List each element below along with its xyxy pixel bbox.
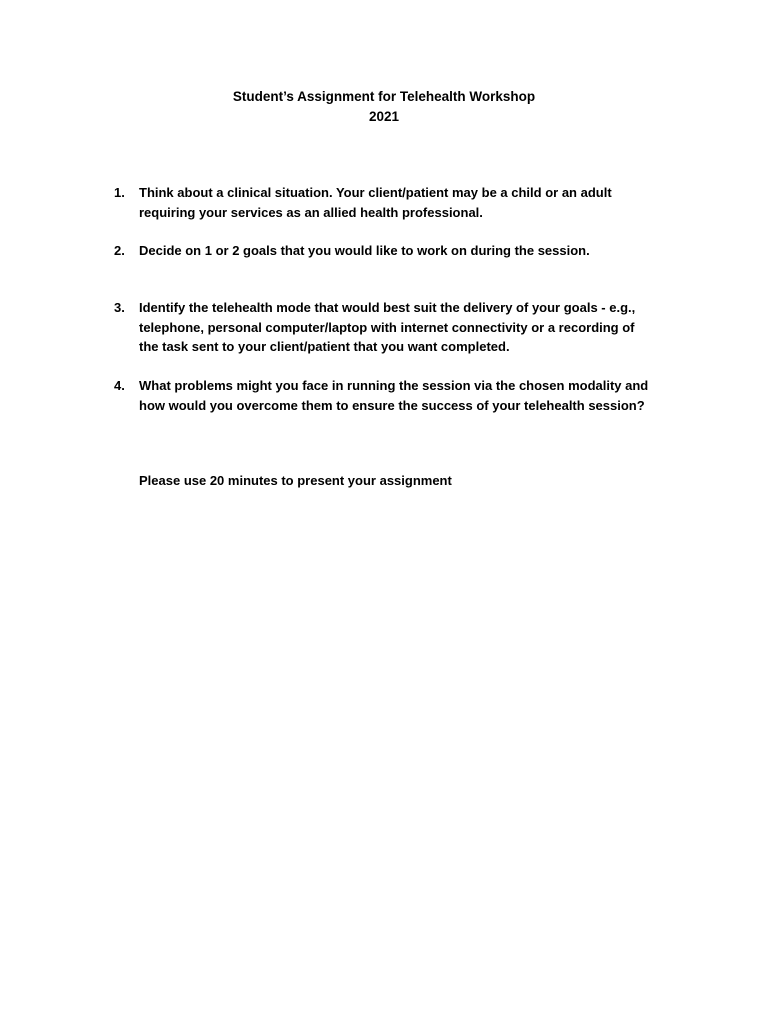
list-item-text: Think about a clinical situation. Your client/patient may be a child or an adult requiring your services as an allied health professional.	[139, 185, 612, 220]
list-item	[114, 376, 674, 415]
document-title-block	[0, 87, 768, 127]
list-item-number: 3.	[114, 300, 125, 315]
list-item-number: 4.	[114, 378, 125, 393]
list-item-number: 1.	[114, 185, 125, 200]
presentation-note: Please use 20 minutes to present your assignment	[139, 473, 452, 488]
list-item	[114, 298, 674, 357]
list-item-number: 2.	[114, 243, 125, 258]
list-item	[114, 241, 674, 261]
list-item-text: What problems might you face in running the session via the chosen modality and how would you overcome them to ensure the success of your telehealth session?	[139, 378, 649, 413]
document-year: 2021	[368, 109, 400, 124]
document-title: Student’s Assignment for Telehealth Workshop	[232, 89, 536, 104]
list-item-text: Decide on 1 or 2 goals that you would like to work on during the session.	[139, 243, 590, 258]
list-item	[114, 183, 674, 222]
list-item-text: Identify the telehealth mode that would best suit the delivery of your goals - e.g., telephone, personal computer/laptop with internet connectivity or a recording of the task sent to your client/patient that you want completed.	[139, 300, 636, 354]
